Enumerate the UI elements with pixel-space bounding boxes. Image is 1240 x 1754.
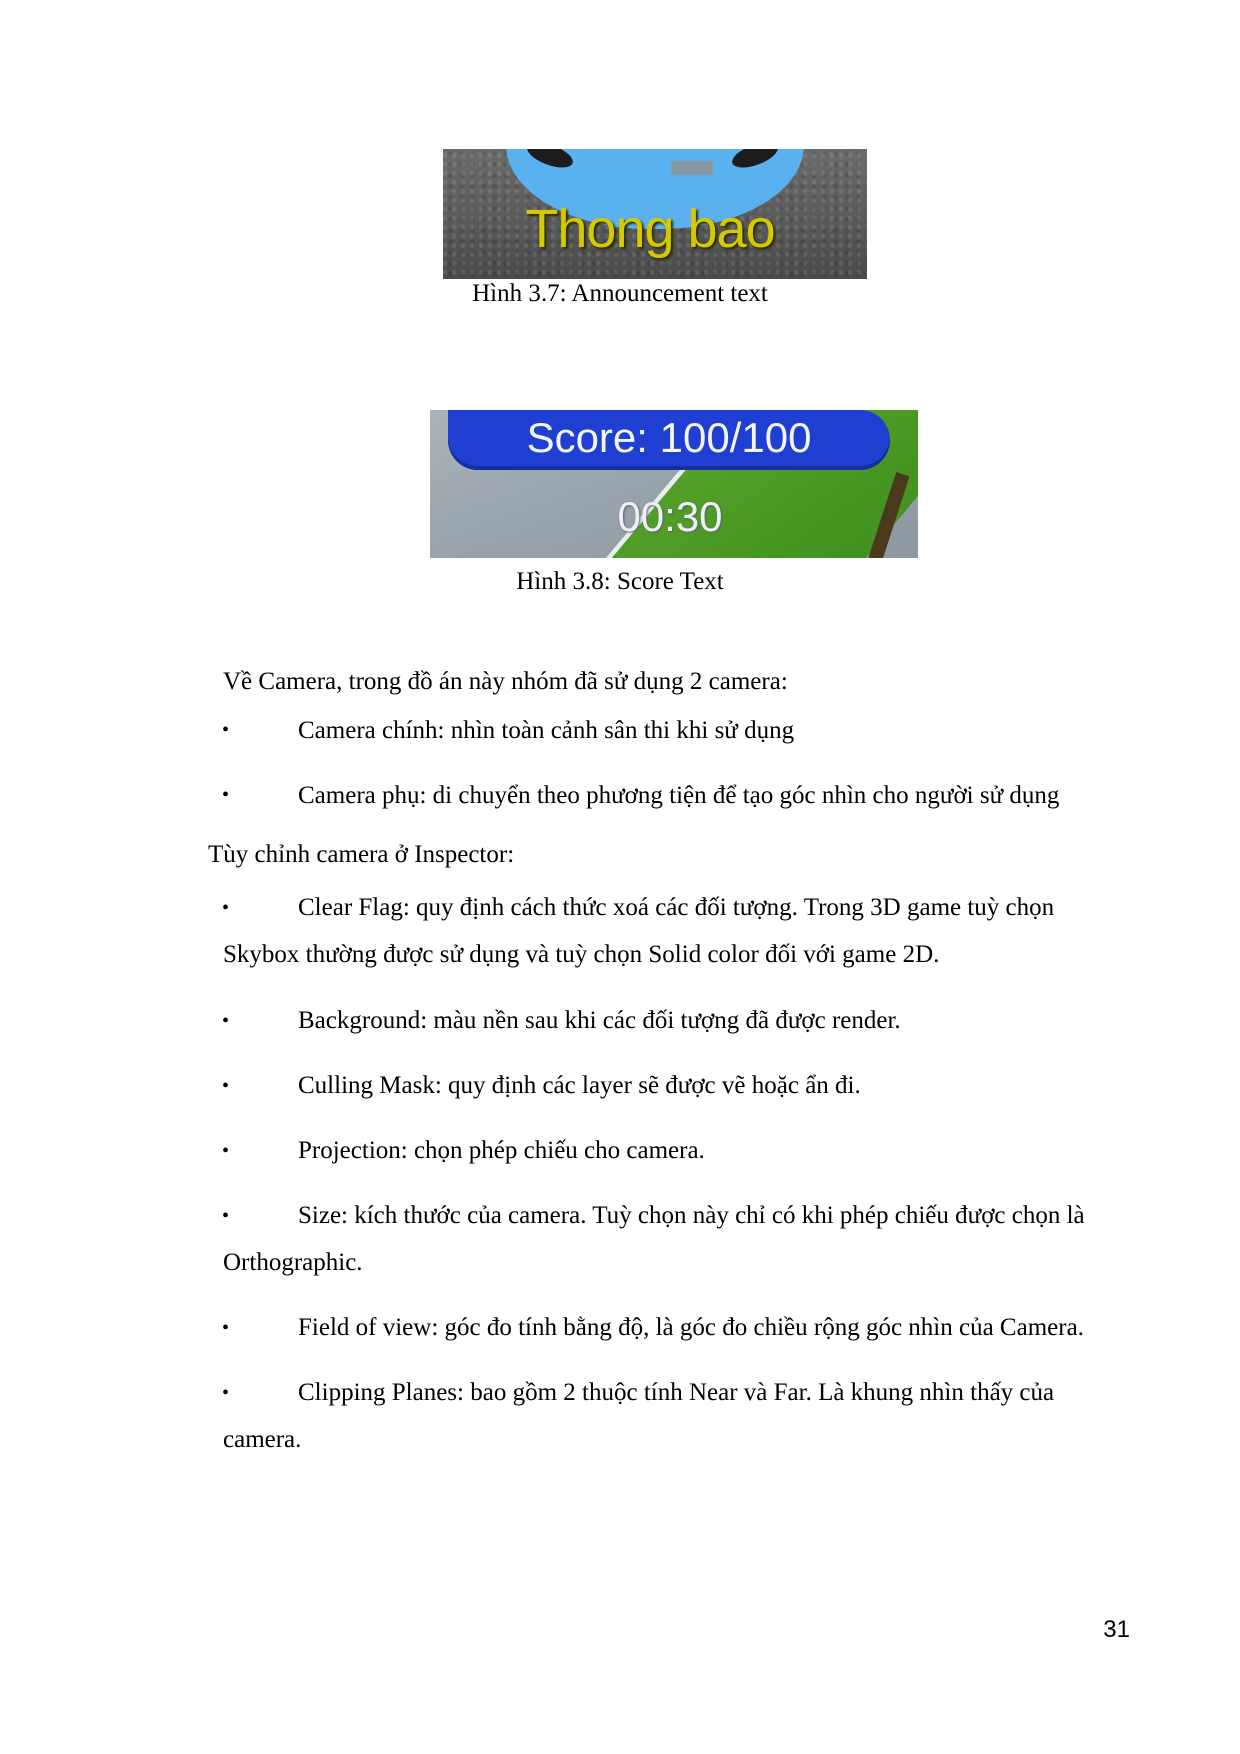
list-item-field-of-view: Field of view: góc đo tính bằng độ, là góc đo chiều rộng góc nhìn của Camera. (298, 1314, 1084, 1341)
list-item-clipping-planes: Clipping Planes: bao gồm 2 thuộc tính Near và Far. Là khung nhìn thấy của camera. (223, 1379, 1055, 1453)
bullet-icon: • (222, 1205, 230, 1227)
list-item-size: Size: kích thước của camera. Tuỳ chọn này chỉ có khi phép chiếu được chọn là Orthographic. (223, 1202, 1085, 1276)
camera-intro-paragraph: Về Camera, trong đồ án này nhóm đã sử dụng 2 camera: (223, 668, 788, 695)
list-item-secondary-camera: Camera phụ: di chuyển theo phương tiện để tạo góc nhìn cho người sử dụng (298, 782, 1060, 809)
score-screenshot (430, 410, 918, 558)
inspector-heading: Tùy chỉnh camera ở Inspector: (208, 841, 515, 868)
list-item-culling-mask: Culling Mask: quy định các layer sẽ được vẽ hoặc ẩn đi. (298, 1072, 861, 1099)
bullet-icon: • (222, 784, 230, 806)
list-item-main-camera: Camera chính: nhìn toàn cảnh sân thi khi sử dụng (298, 717, 795, 744)
timer-text: 00:30 (617, 493, 723, 540)
list-item-background: Background: màu nền sau khi các đối tượng đã được render. (298, 1007, 901, 1034)
figure-caption-3-7: Hình 3.7: Announcement text (472, 280, 768, 307)
announcement-screenshot (443, 149, 867, 279)
figure-caption-3-8: Hình 3.8: Score Text (516, 568, 724, 595)
bullet-icon: • (222, 1075, 230, 1097)
bullet-icon: • (222, 1140, 230, 1162)
character-mouth (671, 161, 713, 175)
page-number: 31 (1103, 1616, 1130, 1643)
bullet-icon: • (222, 719, 230, 741)
bullet-icon: • (222, 1382, 230, 1404)
bullet-icon: • (222, 1317, 230, 1339)
list-item-clear-flag: Clear Flag: quy định cách thức xoá các đối tượng. Trong 3D game tuỳ chọn Skybox thường được sử dụng và tuỳ chọn Solid color đối với game 2D. (223, 894, 1055, 968)
bullet-icon: • (222, 897, 230, 919)
list-item-projection: Projection: chọn phép chiếu cho camera. (298, 1137, 705, 1164)
announcement-text: Thong bao (525, 199, 775, 259)
bullet-icon: • (222, 1010, 230, 1032)
score-text: Score: 100/100 (526, 414, 812, 461)
